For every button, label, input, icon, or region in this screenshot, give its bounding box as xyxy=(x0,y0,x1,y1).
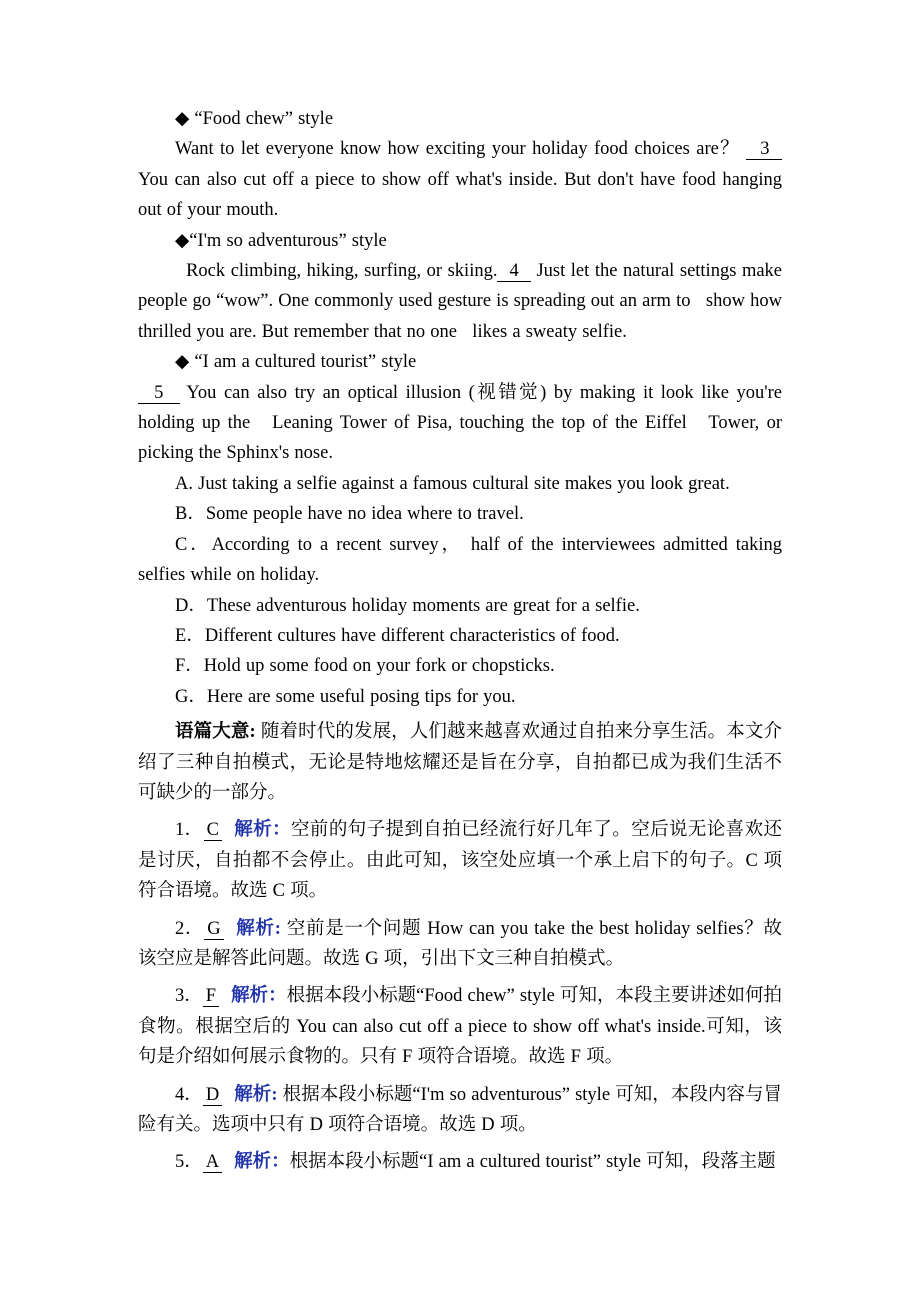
summary-label: 语篇大意: xyxy=(175,722,256,743)
passage-summary xyxy=(138,717,782,808)
answer-letter: F xyxy=(203,986,219,1007)
answer-explanation: 根据本段小标题“I'm so adventurous” style 可知，本段内容与冒险有关。选项中只有 D 项符合语境。故选 D 项。 xyxy=(138,1084,782,1135)
paragraph-adventurous xyxy=(138,256,782,347)
answer-letter: D xyxy=(203,1085,222,1106)
paragraph-cultured xyxy=(138,378,782,469)
option-text: Some people have no idea where to travel. xyxy=(205,504,524,525)
paragraph-text: Just let the natural settings make people go “wow”. One commonly used gesture is spreading out an arm to show how thrilled you are. But remember that no one likes a sweaty selfie. xyxy=(138,261,783,342)
option-text: Hold up some food on your fork or chopsticks. xyxy=(203,656,555,677)
section-heading-adventurous: ◆“I'm so adventurous” style xyxy=(175,230,387,251)
answer-5 xyxy=(138,1147,782,1177)
answer-explanation: 空前的句子提到自拍已经流行好几年了。空后说无论喜欢还是讨厌，自拍都不会停止。由此可知，该空处应填一个承上启下的句子。C 项符合语境。故选 C 项。 xyxy=(138,820,782,902)
answer-number: 4． xyxy=(175,1084,203,1105)
option-label: C． xyxy=(175,534,212,555)
paragraph-text: Want to let everyone know how exciting your holiday food choices are？ xyxy=(175,139,740,160)
option-g xyxy=(138,682,782,712)
blank-3: 3 xyxy=(747,139,782,160)
answer-2 xyxy=(138,914,782,975)
answer-letter: C xyxy=(204,820,222,841)
answer-explanation: 根据本段小标题“I am a cultured tourist” style 可知，段落主题 xyxy=(289,1152,776,1173)
option-label: B． xyxy=(175,504,206,525)
jiexi-label: 解析: xyxy=(235,918,281,939)
jiexi-label: 解析： xyxy=(231,986,287,1007)
option-text: Here are some useful posing tips for you. xyxy=(206,686,516,707)
blank-4: 4 xyxy=(498,261,530,282)
option-text: Just taking a selfie against a famous cultural site makes you look great. xyxy=(198,473,730,494)
paragraph-text: Rock climbing, hiking, surfing, or skiing. xyxy=(186,261,498,282)
option-label: A. xyxy=(175,473,193,494)
option-e xyxy=(138,621,782,651)
answer-number: 1． xyxy=(175,820,204,841)
option-label: F． xyxy=(175,656,204,677)
option-c xyxy=(138,530,782,591)
answer-4 xyxy=(138,1080,782,1141)
answer-1 xyxy=(138,815,782,906)
paragraph-food-chew xyxy=(138,134,782,225)
option-label: G． xyxy=(175,686,207,707)
answer-number: 5． xyxy=(175,1152,203,1173)
option-label: D． xyxy=(175,595,207,616)
paragraph-text: You can also cut off a piece to show off what's inside. But don't have food hanging out of your mouth. xyxy=(138,169,782,221)
answer-3 xyxy=(138,981,782,1072)
option-text: Different cultures have different characteristics of food. xyxy=(204,625,620,646)
jiexi-label: 解析： xyxy=(233,820,292,841)
option-label: E． xyxy=(175,625,205,646)
option-d xyxy=(138,591,782,621)
option-text: These adventurous holiday moments are great for a selfie. xyxy=(206,595,640,616)
jiexi-label: 解析: xyxy=(234,1084,278,1105)
option-f xyxy=(138,651,782,681)
answer-letter: A xyxy=(203,1152,222,1173)
summary-text: 随着时代的发展，人们越来越喜欢通过自拍来分享生活。本文介绍了三种自拍模式，无论是特地炫耀还是旨在分享，自拍都已成为我们生活不可缺少的一部分。 xyxy=(138,722,782,803)
answer-explanation: 空前是一个问题 How can you take the best holiday selfies？故该空应是解答此问题。故选 G 项，引出下文三种自拍模式。 xyxy=(138,918,782,969)
section-heading-food-chew: ◆ “Food chew” style xyxy=(175,109,334,129)
jiexi-label: 解析： xyxy=(234,1152,290,1173)
option-a xyxy=(138,469,782,499)
answer-number: 2． xyxy=(175,918,205,939)
answer-number: 3． xyxy=(175,986,203,1007)
option-b xyxy=(138,499,782,529)
option-text: According to a recent survey， half of the interviewees admitted taking selfies while on holiday. xyxy=(138,534,783,586)
answer-letter: G xyxy=(204,919,223,940)
section-heading-cultured: ◆ “I am a cultured tourist” style xyxy=(175,352,417,373)
paragraph-text: You can also try an optical illusion (视错觉) by making it look like you're holding up the Leaning Tower of Pisa, touching the top of the Eiffel Tower, or picking the Sphinx's nose. xyxy=(138,382,783,464)
blank-5: 5 xyxy=(139,382,179,403)
answer-explanation: 根据本段小标题“Food chew” style 可知，本段主要讲述如何拍食物。根据空后的 You can also cut off a piece to show off what's inside.可知，该句是介绍如何展示食物的。只有 F 项符合语境。故选 F 项。 xyxy=(138,986,782,1068)
